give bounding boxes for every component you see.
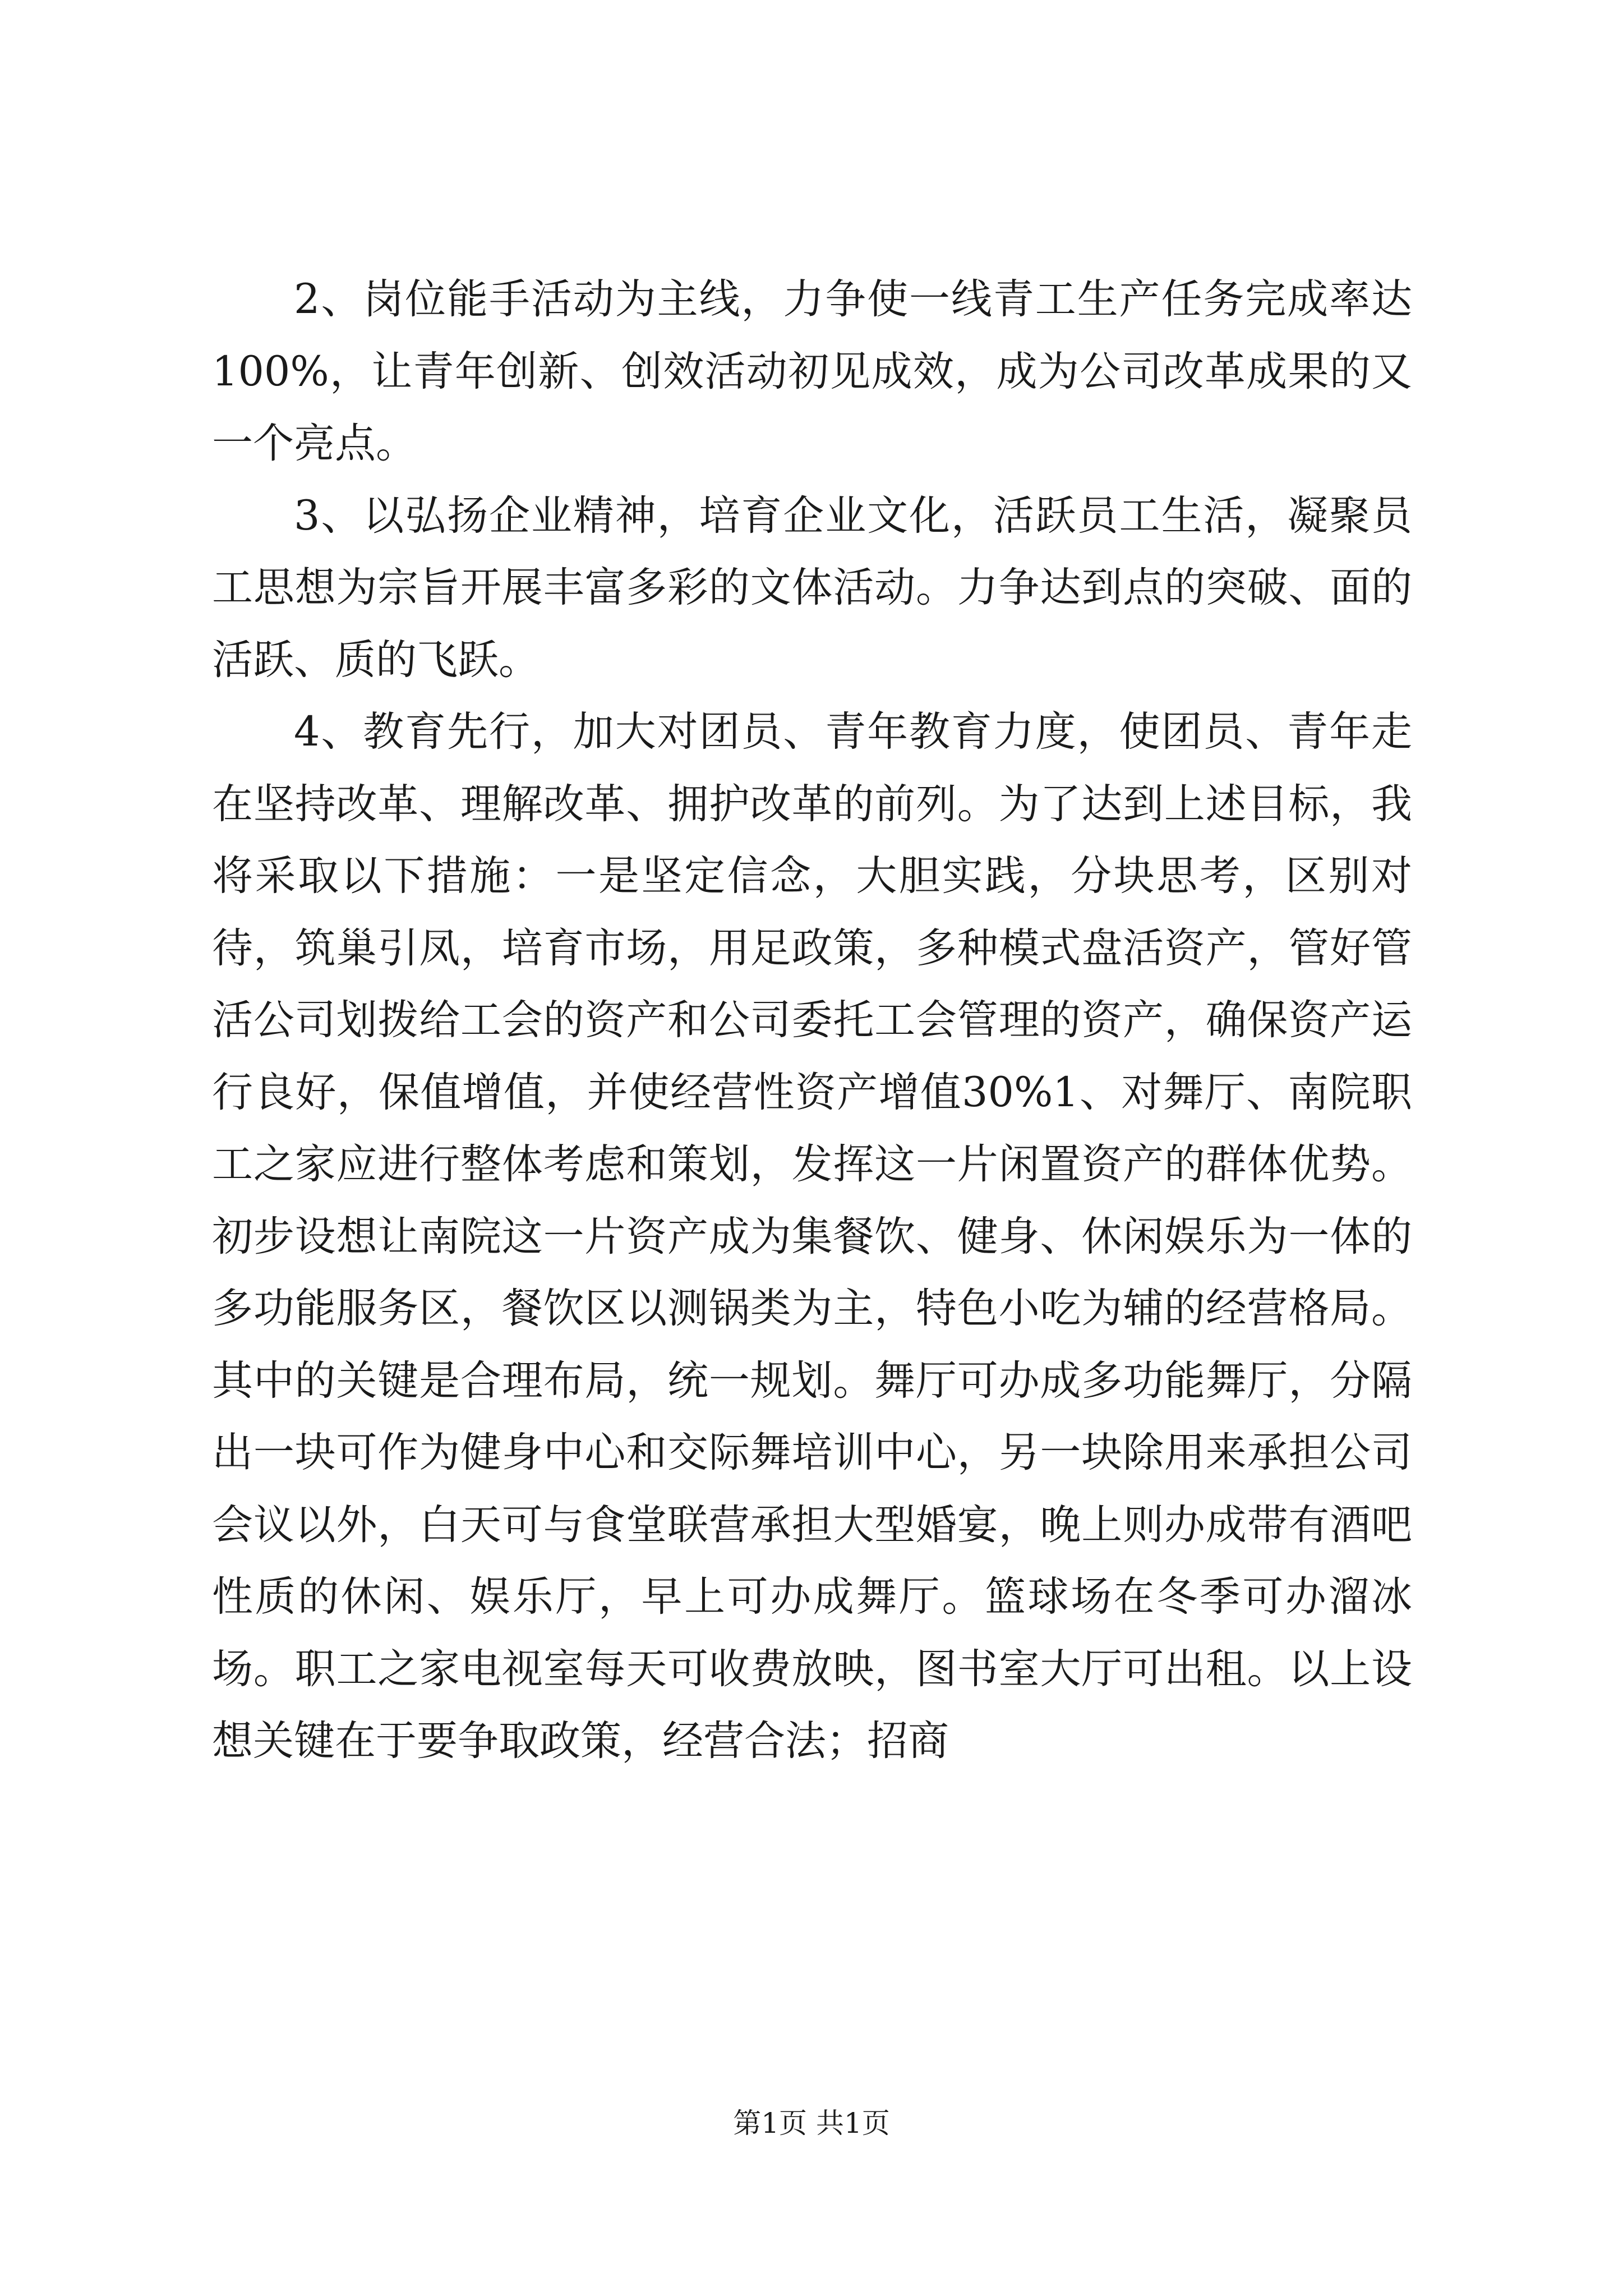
page-number-footer: 第1页 共1页 [733, 2107, 890, 2139]
paragraph-goal-3: 3、以弘扬企业精神，培育企业文化，活跃员工生活，凝聚员工思想为宗旨开展丰富多彩的文体活动。力争达到点的突破、面的活跃、质的飞跃。 [212, 491, 1412, 684]
paragraph-goal-4: 4、教育先行，加大对团员、青年教育力度，使团员、青年走在坚持改革、理解改革、拥护改革的前列。为了达到上述目标，我将采取以下措施：一是坚定信念，大胆实践，分块思考，区别对待，筑巢引凤，培育市场，用足政策，多种模式盘活资产，管好管活公司划拨给工会的资产和公司委托工会管理的资产，确保资产运行良好，保值增值，并使经营性资产增值30%1、对舞厅、南院职工之家应进行整体考虑和策划，发挥这一片闲置资产的群体优势。初步设想让南院这一片资产成为集餐饮、健身、休闲娱乐为一体的多功能服务区，餐饮区以测锅类为主，特色小吃为辅的经营格局。其中的关键是合理布局，统一规划。舞厅可办成多功能舞厅，分隔出一块可作为健身中心和交际舞培训中心，另一块除用来承担公司会议以外，白天可与食堂联营承担大型婚宴，晚上则办成带有酒吧性质的休闲、娱乐厅，早上可办成舞厅。篮球场在冬季可办溜冰场。职工之家电视室每天可收费放映，图书室大厅可出租。以上设想关键在于要争取政策，经营合法；招商 [212, 708, 1412, 1765]
document-body [212, 264, 1412, 1778]
paragraph-goal-2: 2、岗位能手活动为主线，力争使一线青工生产任务完成率达100%，让青年创新、创效活动初见成效，成为公司改革成果的又一个亮点。 [212, 275, 1412, 467]
